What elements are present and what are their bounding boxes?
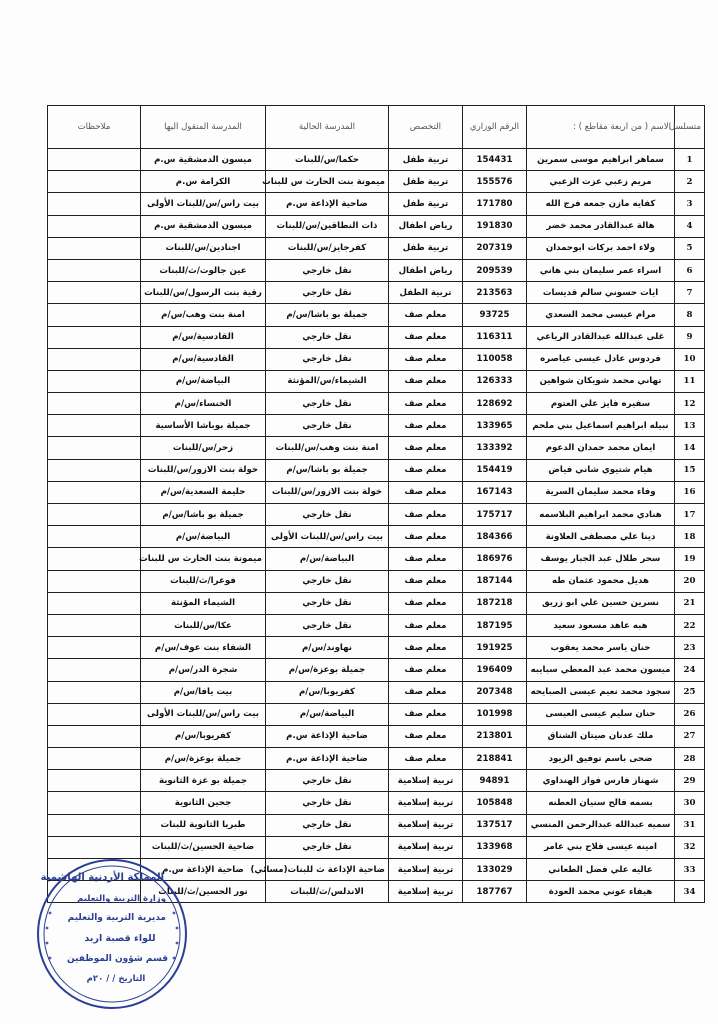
cell-current-school: نقل خارجي <box>266 792 389 814</box>
table-row <box>48 393 705 415</box>
cell-notes <box>48 725 141 747</box>
cell-notes <box>48 481 141 503</box>
cell-specialty: رياض اطفال <box>389 215 463 237</box>
table-row <box>48 237 705 259</box>
table-row <box>48 526 705 548</box>
cell-specialty: معلم صف <box>389 393 463 415</box>
cell-ministry-id: 187218 <box>463 592 527 614</box>
cell-destination-school: القادسية/س/م <box>141 326 266 348</box>
table-row <box>48 459 705 481</box>
cell-current-school: جميلة بو باشا/س/م <box>266 459 389 481</box>
cell-name: سفيره فايز علي العتوم <box>527 393 675 415</box>
cell-destination-school: بيت يافا/س/م <box>141 681 266 703</box>
cell-destination-school: خولة بنت الازور/س/للبنات <box>141 459 266 481</box>
cell-notes <box>48 437 141 459</box>
table-row <box>48 659 705 681</box>
cell-ministry-id: 94891 <box>463 770 527 792</box>
cell-name: ميسون محمد عبد المعطي سبايبه <box>527 659 675 681</box>
cell-serial: 19 <box>675 548 705 570</box>
cell-specialty: معلم صف <box>389 504 463 526</box>
cell-specialty: معلم صف <box>389 614 463 636</box>
cell-ministry-id: 187144 <box>463 570 527 592</box>
cell-ministry-id: 154431 <box>463 149 527 171</box>
cell-destination-school: جميلة بوعزة/س/م <box>141 748 266 770</box>
cell-specialty: معلم صف <box>389 304 463 326</box>
cell-current-school: جميلة بو باشا/س/م <box>266 304 389 326</box>
cell-current-school: نقل خارجي <box>266 259 389 281</box>
table-row <box>48 681 705 703</box>
cell-ministry-id: 133965 <box>463 415 527 437</box>
cell-specialty: معلم صف <box>389 592 463 614</box>
table-row <box>48 748 705 770</box>
table-row <box>48 836 705 858</box>
cell-specialty: تربية طفل <box>389 171 463 193</box>
cell-current-school: جميلة بوعزة/س/م <box>266 659 389 681</box>
cell-notes <box>48 193 141 215</box>
cell-name: نسرين حسين علي ابو زريق <box>527 592 675 614</box>
cell-notes <box>48 681 141 703</box>
cell-notes <box>48 393 141 415</box>
cell-specialty: معلم صف <box>389 681 463 703</box>
cell-serial: 29 <box>675 770 705 792</box>
cell-current-school: البياضة/س/م <box>266 703 389 725</box>
cell-destination-school: بيت راس/س/للبنات الأولى <box>141 703 266 725</box>
stamp-line-6: التاريخ / / ٢٠م <box>86 974 146 984</box>
cell-specialty: معلم صف <box>389 748 463 770</box>
cell-notes <box>48 637 141 659</box>
cell-serial: 8 <box>675 304 705 326</box>
cell-current-school: خولة بنت الازور/س/للبنات <box>266 481 389 503</box>
cell-current-school: ضاحية الإذاعة ث للبنات(مسائي) <box>266 859 389 881</box>
cell-name: امينه عيسى فلاح بني عامر <box>527 836 675 858</box>
cell-destination-school: امنة بنت وهب/س/م <box>141 304 266 326</box>
cell-notes <box>48 748 141 770</box>
cell-name: سماهر ابراهيم موسى سمرين <box>527 149 675 171</box>
cell-specialty: معلم صف <box>389 437 463 459</box>
cell-name: سجود محمد نعيم عيسى الصبايحه <box>527 681 675 703</box>
cell-destination-school: البياضة/س/م <box>141 526 266 548</box>
cell-notes <box>48 548 141 570</box>
cell-ministry-id: 186976 <box>463 548 527 570</box>
cell-notes <box>48 215 141 237</box>
cell-specialty: معلم صف <box>389 348 463 370</box>
cell-destination-school: عكا/س/للبنات <box>141 614 266 636</box>
cell-notes <box>48 370 141 392</box>
cell-name: غلى عبدالله عبدالقادر الرياعي <box>527 326 675 348</box>
cell-notes <box>48 282 141 304</box>
cell-notes <box>48 237 141 259</box>
cell-serial: 34 <box>675 881 705 903</box>
cell-serial: 23 <box>675 637 705 659</box>
cell-serial: 6 <box>675 259 705 281</box>
cell-specialty: رياض اطفال <box>389 259 463 281</box>
cell-ministry-id: 93725 <box>463 304 527 326</box>
cell-name: هنادي محمد ابراهيم البلاسمه <box>527 504 675 526</box>
cell-specialty: تربية طفل <box>389 193 463 215</box>
cell-serial: 4 <box>675 215 705 237</box>
cell-serial: 25 <box>675 681 705 703</box>
stamp-line-5: قسم شؤون الموظفين <box>66 954 168 964</box>
cell-specialty: تربية إسلامية <box>389 770 463 792</box>
cell-name: وفاء محمد سليمان السرية <box>527 481 675 503</box>
table-row <box>48 792 705 814</box>
cell-current-school: نقل خارجي <box>266 570 389 592</box>
cell-specialty: معلم صف <box>389 637 463 659</box>
header-current-school: المدرسة الحالية <box>266 106 389 149</box>
cell-destination-school: نور الحسين/ث/للبنات <box>141 881 266 903</box>
cell-ministry-id: 213801 <box>463 725 527 747</box>
cell-serial: 15 <box>675 459 705 481</box>
cell-destination-school: طبريا الثانوية للبنات <box>141 814 266 836</box>
cell-ministry-id: 155576 <box>463 171 527 193</box>
cell-notes <box>48 326 141 348</box>
cell-specialty: معلم صف <box>389 659 463 681</box>
cell-serial: 17 <box>675 504 705 526</box>
cell-notes <box>48 149 141 171</box>
cell-specialty: تربية إسلامية <box>389 836 463 858</box>
cell-current-school: ضاحية الإذاعة س.م <box>266 193 389 215</box>
cell-serial: 9 <box>675 326 705 348</box>
cell-destination-school: جميلة بو باشا/س/م <box>141 504 266 526</box>
table-row <box>48 193 705 215</box>
cell-current-school: ميمونة بنت الحارث س للبنات <box>266 171 389 193</box>
cell-destination-school: اجنادين/س/للبنات <box>141 237 266 259</box>
cell-name: هالة عبدالقادر محمد خضر <box>527 215 675 237</box>
cell-specialty: معلم صف <box>389 526 463 548</box>
cell-ministry-id: 213563 <box>463 282 527 304</box>
stamp-line-2: وزارة التربية والتعليم <box>77 894 166 904</box>
cell-notes <box>48 659 141 681</box>
cell-name: مرام عيسى محمد السعدي <box>527 304 675 326</box>
cell-destination-school: البياضة/س/م <box>141 370 266 392</box>
table-header-row <box>48 106 705 149</box>
cell-name: ايمان محمد حمدان الدعوم <box>527 437 675 459</box>
cell-notes <box>48 171 141 193</box>
header-name: الاسم ( من اربعة مقاطع ) : <box>527 106 675 149</box>
table-row <box>48 481 705 503</box>
cell-serial: 5 <box>675 237 705 259</box>
cell-current-school: نقل خارجي <box>266 348 389 370</box>
cell-ministry-id: 101998 <box>463 703 527 725</box>
cell-serial: 3 <box>675 193 705 215</box>
cell-current-school: ضاحية الإذاعة س.م <box>266 725 389 747</box>
cell-specialty: معلم صف <box>389 415 463 437</box>
cell-current-school: البياضة/س/م <box>266 548 389 570</box>
cell-serial: 14 <box>675 437 705 459</box>
cell-serial: 28 <box>675 748 705 770</box>
cell-name: هيام شتيوي شاني فياض <box>527 459 675 481</box>
cell-name: سحر طلال عبد الجبار يوسف <box>527 548 675 570</box>
cell-name: ضحى باسم توفيق الزيود <box>527 748 675 770</box>
table-row <box>48 348 705 370</box>
cell-serial: 13 <box>675 415 705 437</box>
table-row <box>48 370 705 392</box>
header-id: الرقم الوزاري <box>463 106 527 149</box>
cell-ministry-id: 207319 <box>463 237 527 259</box>
cell-name: كفايه مازن جمعه فرج الله <box>527 193 675 215</box>
table-row <box>48 703 705 725</box>
cell-serial: 16 <box>675 481 705 503</box>
cell-current-school: نقل خارجي <box>266 614 389 636</box>
cell-name: شهناز فارس فواز الهنداوي <box>527 770 675 792</box>
cell-notes <box>48 304 141 326</box>
cell-specialty: معلم صف <box>389 703 463 725</box>
cell-serial: 27 <box>675 725 705 747</box>
table-row <box>48 814 705 836</box>
cell-name: ولاء احمد بركات ابوحمدان <box>527 237 675 259</box>
cell-name: نبيله ابراهيم اسماعيل بني ملحم <box>527 415 675 437</box>
cell-specialty: معلم صف <box>389 481 463 503</box>
cell-name: اسراء عمر سليمان بني هاني <box>527 259 675 281</box>
stamp-line-3: مديرية التربية والتعليم <box>67 913 166 923</box>
cell-ministry-id: 128692 <box>463 393 527 415</box>
cell-specialty: تربية طفل <box>389 149 463 171</box>
table-row <box>48 637 705 659</box>
cell-destination-school: كفريوبا/س/م <box>141 725 266 747</box>
cell-current-school: نقل خارجي <box>266 770 389 792</box>
cell-destination-school: رقية بنت الرسول/س/للبنات <box>141 282 266 304</box>
table-row <box>48 282 705 304</box>
cell-current-school: نقل خارجي <box>266 393 389 415</box>
table-row <box>48 614 705 636</box>
cell-ministry-id: 116311 <box>463 326 527 348</box>
cell-destination-school: الشيماء المؤنثة <box>141 592 266 614</box>
cell-current-school: نقل خارجي <box>266 415 389 437</box>
cell-notes <box>48 703 141 725</box>
cell-current-school: نقل خارجي <box>266 326 389 348</box>
cell-specialty: معلم صف <box>389 326 463 348</box>
cell-name: دينا علي مصطفى العلاونة <box>527 526 675 548</box>
cell-serial: 11 <box>675 370 705 392</box>
cell-destination-school: شجرة الدر/س/م <box>141 659 266 681</box>
table-row <box>48 504 705 526</box>
cell-ministry-id: 167143 <box>463 481 527 503</box>
cell-current-school: نقل خارجي <box>266 814 389 836</box>
cell-name: عاليه علي فضل الطعاني <box>527 859 675 881</box>
cell-notes <box>48 259 141 281</box>
cell-ministry-id: 133968 <box>463 836 527 858</box>
cell-specialty: تربية الطفل <box>389 282 463 304</box>
cell-ministry-id: 187767 <box>463 881 527 903</box>
cell-notes <box>48 614 141 636</box>
cell-destination-school: ميسون الدمشقية س.م <box>141 215 266 237</box>
cell-specialty: تربية إسلامية <box>389 859 463 881</box>
cell-notes <box>48 459 141 481</box>
cell-name: ملك عدنان صيتان الشناق <box>527 725 675 747</box>
cell-serial: 12 <box>675 393 705 415</box>
table-row <box>48 592 705 614</box>
cell-destination-school: القادسية/س/م <box>141 348 266 370</box>
table-body <box>40 149 705 903</box>
header-notes: ملاحظات <box>48 106 141 149</box>
cell-destination-school: زحر/س/للبنات <box>141 437 266 459</box>
cell-ministry-id: 187195 <box>463 614 527 636</box>
cell-ministry-id: 133392 <box>463 437 527 459</box>
table-row <box>48 725 705 747</box>
cell-ministry-id: 126333 <box>463 370 527 392</box>
cell-name: سميه عبدالله عبدالرحمن المنسي <box>527 814 675 836</box>
cell-specialty: تربية إسلامية <box>389 814 463 836</box>
cell-current-school: امنة بنت وهب/س/للبنات <box>266 437 389 459</box>
cell-ministry-id: 137517 <box>463 814 527 836</box>
cell-ministry-id: 196409 <box>463 659 527 681</box>
cell-specialty: معلم صف <box>389 370 463 392</box>
cell-specialty: معلم صف <box>389 459 463 481</box>
table-row <box>48 570 705 592</box>
cell-serial: 10 <box>675 348 705 370</box>
cell-specialty: معلم صف <box>389 548 463 570</box>
cell-destination-school: ضاحية الإذاعة س.م <box>141 859 266 881</box>
cell-serial: 20 <box>675 570 705 592</box>
cell-ministry-id: 105848 <box>463 792 527 814</box>
stamp-line-4: للواء قصبة اربد <box>84 933 156 944</box>
cell-current-school: ذات النطاقين/س/للبنات <box>266 215 389 237</box>
table-row <box>48 149 705 171</box>
transfer-table <box>40 105 705 903</box>
cell-name: ايات حسوني سالم قديسات <box>527 282 675 304</box>
cell-current-school: كفريوبا/س/م <box>266 681 389 703</box>
table-row <box>48 548 705 570</box>
cell-ministry-id: 154419 <box>463 459 527 481</box>
cell-ministry-id: 209539 <box>463 259 527 281</box>
cell-serial: 26 <box>675 703 705 725</box>
cell-destination-school: الكرامة س.م <box>141 171 266 193</box>
cell-current-school: نقل خارجي <box>266 282 389 304</box>
official-stamp <box>30 858 188 1016</box>
cell-serial: 24 <box>675 659 705 681</box>
cell-name: تهاني محمد شويكان شواهين <box>527 370 675 392</box>
cell-serial: 32 <box>675 836 705 858</box>
cell-current-school: نقل خارجي <box>266 504 389 526</box>
stamp-line-1: المملكة الأردنية الهاشمية <box>40 872 164 883</box>
cell-notes <box>48 526 141 548</box>
cell-notes <box>48 814 141 836</box>
cell-destination-school: الشفاء بنت عوف/س/م <box>141 637 266 659</box>
cell-name: هبه عاهد مسعود سعيد <box>527 614 675 636</box>
cell-serial: 33 <box>675 859 705 881</box>
cell-notes <box>48 592 141 614</box>
cell-notes <box>48 792 141 814</box>
cell-serial: 21 <box>675 592 705 614</box>
cell-destination-school: الخنساء/س/م <box>141 393 266 415</box>
cell-destination-school: جحين الثانوية <box>141 792 266 814</box>
cell-serial: 30 <box>675 792 705 814</box>
cell-notes <box>48 770 141 792</box>
cell-destination-school: عين جالوت/ث/للبنات <box>141 259 266 281</box>
table-row <box>48 415 705 437</box>
cell-ministry-id: 191925 <box>463 637 527 659</box>
cell-serial: 31 <box>675 814 705 836</box>
cell-name: فردوس عادل عيسى عياصره <box>527 348 675 370</box>
cell-name: بسمه فالح سنيان العطنه <box>527 792 675 814</box>
cell-notes <box>48 348 141 370</box>
cell-ministry-id: 175717 <box>463 504 527 526</box>
cell-destination-school: ميسون الدمشقية س.م <box>141 149 266 171</box>
header-specialty: التخصص <box>389 106 463 149</box>
cell-notes <box>48 836 141 858</box>
cell-ministry-id: 191830 <box>463 215 527 237</box>
table-row <box>48 437 705 459</box>
cell-serial: 18 <box>675 526 705 548</box>
cell-serial: 2 <box>675 171 705 193</box>
cell-current-school: الاندلس/ث/للبنات <box>266 881 389 903</box>
table-row <box>48 770 705 792</box>
table-row <box>48 304 705 326</box>
cell-current-school: كفرجايز/س/للبنات <box>266 237 389 259</box>
table-row <box>48 326 705 348</box>
cell-current-school: نقل خارجي <box>266 836 389 858</box>
cell-specialty: معلم صف <box>389 570 463 592</box>
cell-serial: 22 <box>675 614 705 636</box>
cell-destination-school: ميمونة بنت الحارث س للبنات <box>141 548 266 570</box>
cell-destination-school: جميلة بو عزة الثانوية <box>141 770 266 792</box>
cell-notes <box>48 415 141 437</box>
cell-notes <box>48 570 141 592</box>
table-row <box>48 259 705 281</box>
cell-specialty: معلم صف <box>389 725 463 747</box>
cell-current-school: ضاحية الإذاعة س.م <box>266 748 389 770</box>
table-row <box>48 171 705 193</box>
cell-destination-school: جميلة بوباشا الأساسية <box>141 415 266 437</box>
cell-ministry-id: 171780 <box>463 193 527 215</box>
cell-ministry-id: 110058 <box>463 348 527 370</box>
header-destination-school: المدرسة المنقول اليها <box>141 106 266 149</box>
cell-current-school: نقل خارجي <box>266 592 389 614</box>
cell-current-school: الشيماء/س/المؤنثة <box>266 370 389 392</box>
cell-name: حنان سليم عيسى العيسى <box>527 703 675 725</box>
cell-name: مريم زعبي عزت الزعبي <box>527 171 675 193</box>
cell-notes <box>48 504 141 526</box>
cell-destination-school: ضاحية الحسين/ث/للبنات <box>141 836 266 858</box>
cell-name: حنان ياسر محمد يعقوب <box>527 637 675 659</box>
table-row <box>48 215 705 237</box>
cell-name: هديل محمود عثمان طه <box>527 570 675 592</box>
cell-destination-school: بيت راس/س/للبنات الأولى <box>141 193 266 215</box>
cell-specialty: تربية إسلامية <box>389 792 463 814</box>
cell-serial: 7 <box>675 282 705 304</box>
cell-ministry-id: 218841 <box>463 748 527 770</box>
cell-current-school: بيت راس/س/للبنات الأولى <box>266 526 389 548</box>
cell-ministry-id: 133029 <box>463 859 527 881</box>
cell-current-school: نهاوند/س/م <box>266 637 389 659</box>
header-serial: متسلسل <box>675 106 705 149</box>
cell-destination-school: حليمة السعدية/س/م <box>141 481 266 503</box>
cell-serial: 1 <box>675 149 705 171</box>
cell-destination-school: فوعرا/ث/للبنات <box>141 570 266 592</box>
cell-specialty: تربية إسلامية <box>389 881 463 903</box>
cell-ministry-id: 207348 <box>463 681 527 703</box>
cell-specialty: تربية طفل <box>389 237 463 259</box>
cell-name: هيفاء عوني محمد العودة <box>527 881 675 903</box>
cell-current-school: حكما/س/للبنات <box>266 149 389 171</box>
cell-ministry-id: 184366 <box>463 526 527 548</box>
